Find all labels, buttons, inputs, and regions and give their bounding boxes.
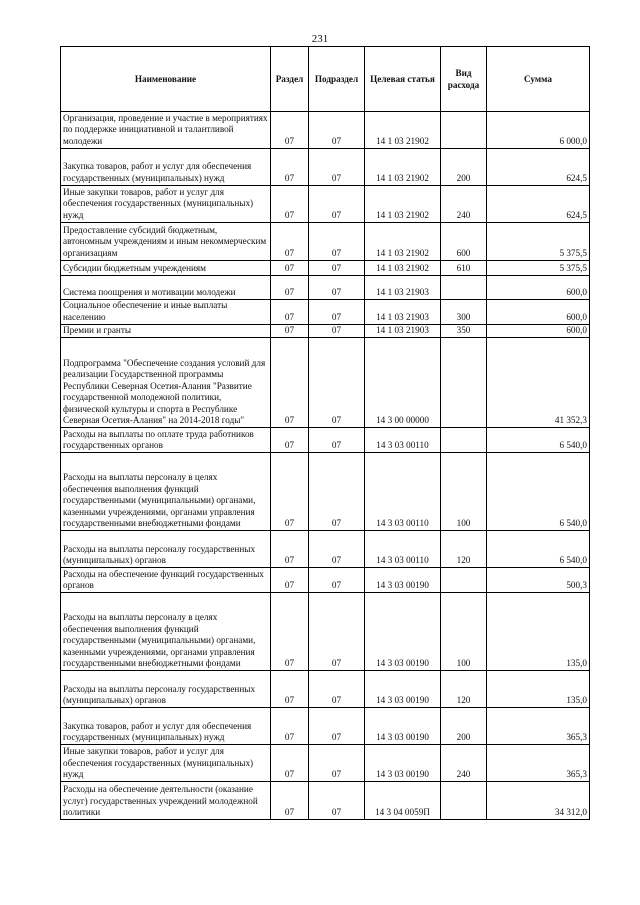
- table-row: [61, 708, 590, 745]
- cell-target: 14 3 03 00190: [365, 568, 441, 593]
- cell-type: 350: [441, 325, 487, 338]
- cell-section: 07: [271, 223, 309, 261]
- cell-target: 14 3 03 00190: [365, 593, 441, 671]
- cell-name: Закупка товаров, работ и услуг для обеспечения государственных (муниципальных) нужд: [61, 149, 271, 186]
- cell-sum: 6 000,0: [487, 112, 590, 149]
- cell-target: 14 3 03 00110: [365, 453, 441, 531]
- budget-table: [60, 46, 590, 820]
- cell-subsection: 07: [309, 708, 365, 745]
- cell-subsection: 07: [309, 745, 365, 782]
- cell-type: 120: [441, 671, 487, 708]
- cell-name: Расходы на выплаты персоналу в целях обеспечения выполнения функций государственными (муниципальными) органами, казенными учреждениями, органами управления государственными внебюджетными фондами: [61, 453, 271, 531]
- cell-target: 14 3 03 00190: [365, 708, 441, 745]
- cell-sum: 6 540,0: [487, 428, 590, 453]
- cell-subsection: 07: [309, 261, 365, 276]
- cell-target: 14 1 03 21902: [365, 112, 441, 149]
- cell-subsection: 07: [309, 671, 365, 708]
- table-row: [61, 593, 590, 671]
- cell-sum: 600,0: [487, 325, 590, 338]
- cell-target: 14 3 00 00000: [365, 338, 441, 428]
- cell-subsection: 07: [309, 453, 365, 531]
- cell-name: Предоставление субсидий бюджетным, автономным учреждениям и иным некоммерческим организациям: [61, 223, 271, 261]
- table-row: [61, 300, 590, 325]
- cell-type: [441, 338, 487, 428]
- cell-section: 07: [271, 261, 309, 276]
- table-row: [61, 568, 590, 593]
- cell-name: Подпрограмма "Обеспечение создания условий для реализации Государственной программы Республики Северная Осетия-Алания "Развитие государственной молодежной политики, физической культуры и спорта в Республике Северная Осетия-Алания" на 2014-2018 годы": [61, 338, 271, 428]
- cell-type: 120: [441, 531, 487, 568]
- cell-type: [441, 428, 487, 453]
- cell-name: Расходы на выплаты персоналу государственных (муниципальных) органов: [61, 671, 271, 708]
- cell-section: 07: [271, 325, 309, 338]
- cell-type: 100: [441, 593, 487, 671]
- column-header-name: Наименование: [61, 47, 271, 112]
- table-row: [61, 453, 590, 531]
- cell-name: Субсидии бюджетным учреждениям: [61, 261, 271, 276]
- table-row: [61, 186, 590, 223]
- cell-subsection: 07: [309, 112, 365, 149]
- table-row: [61, 428, 590, 453]
- cell-type: 610: [441, 261, 487, 276]
- cell-sum: 365,3: [487, 745, 590, 782]
- column-header-sum: Сумма: [487, 47, 590, 112]
- cell-target: 14 3 04 0059П: [365, 782, 441, 820]
- cell-type: [441, 568, 487, 593]
- header-row: [61, 47, 590, 112]
- table-body: [61, 112, 590, 820]
- cell-section: 07: [271, 276, 309, 300]
- cell-name: Иные закупки товаров, работ и услуг для обеспечения государственных (муниципальных) нужд: [61, 186, 271, 223]
- cell-name: Премии и гранты: [61, 325, 271, 338]
- cell-type: 240: [441, 745, 487, 782]
- table-row: [61, 261, 590, 276]
- cell-name: Расходы на обеспечение деятельности (оказание услуг) государственных учреждений молодежной политики: [61, 782, 271, 820]
- cell-sum: 500,3: [487, 568, 590, 593]
- page-number: 231: [311, 33, 329, 45]
- cell-target: 14 3 03 00110: [365, 531, 441, 568]
- table-row: [61, 276, 590, 300]
- cell-subsection: 07: [309, 782, 365, 820]
- cell-section: 07: [271, 782, 309, 820]
- cell-sum: 135,0: [487, 671, 590, 708]
- cell-target: 14 3 03 00190: [365, 671, 441, 708]
- cell-type: 200: [441, 149, 487, 186]
- cell-subsection: 07: [309, 531, 365, 568]
- cell-section: 07: [271, 593, 309, 671]
- cell-subsection: 07: [309, 300, 365, 325]
- cell-subsection: 07: [309, 428, 365, 453]
- cell-section: 07: [271, 671, 309, 708]
- cell-sum: 41 352,3: [487, 338, 590, 428]
- cell-target: 14 1 03 21903: [365, 276, 441, 300]
- cell-section: 07: [271, 453, 309, 531]
- table-row: [61, 112, 590, 149]
- cell-name: Расходы на выплаты персоналу в целях обеспечения выполнения функций государственными (муниципальными) органами, казенными учреждениями, органами управления государственными внебюджетными фондами: [61, 593, 271, 671]
- table-row: [61, 745, 590, 782]
- cell-sum: 135,0: [487, 593, 590, 671]
- cell-subsection: 07: [309, 149, 365, 186]
- cell-name: Закупка товаров, работ и услуг для обеспечения государственных (муниципальных) нужд: [61, 708, 271, 745]
- table-row: [61, 531, 590, 568]
- cell-target: 14 1 03 21903: [365, 325, 441, 338]
- cell-sum: 624,5: [487, 149, 590, 186]
- cell-subsection: 07: [309, 338, 365, 428]
- cell-name: Система поощрения и мотивации молодежи: [61, 276, 271, 300]
- cell-target: 14 1 03 21902: [365, 149, 441, 186]
- cell-section: 07: [271, 428, 309, 453]
- cell-sum: 34 312,0: [487, 782, 590, 820]
- cell-section: 07: [271, 186, 309, 223]
- cell-section: 07: [271, 531, 309, 568]
- column-header-subsection: Подраздел: [309, 47, 365, 112]
- cell-sum: 600,0: [487, 276, 590, 300]
- table-row: [61, 149, 590, 186]
- cell-target: 14 3 03 00190: [365, 745, 441, 782]
- cell-sum: 5 375,5: [487, 261, 590, 276]
- cell-subsection: 07: [309, 186, 365, 223]
- cell-sum: 624,5: [487, 186, 590, 223]
- table-row: [61, 325, 590, 338]
- cell-name: Расходы на выплаты по оплате труда работников государственных органов: [61, 428, 271, 453]
- column-header-type: Вид расхода: [441, 47, 487, 112]
- table-row: [61, 782, 590, 820]
- cell-section: 07: [271, 568, 309, 593]
- cell-subsection: 07: [309, 325, 365, 338]
- table-row: [61, 671, 590, 708]
- cell-section: 07: [271, 112, 309, 149]
- cell-target: 14 1 03 21903: [365, 300, 441, 325]
- cell-name: Расходы на обеспечение функций государственных органов: [61, 568, 271, 593]
- cell-section: 07: [271, 149, 309, 186]
- cell-section: 07: [271, 745, 309, 782]
- cell-sum: 6 540,0: [487, 453, 590, 531]
- cell-target: 14 1 03 21902: [365, 186, 441, 223]
- cell-sum: 5 375,5: [487, 223, 590, 261]
- cell-target: 14 1 03 21902: [365, 261, 441, 276]
- cell-type: [441, 782, 487, 820]
- cell-type: 240: [441, 186, 487, 223]
- cell-subsection: 07: [309, 223, 365, 261]
- cell-type: 100: [441, 453, 487, 531]
- column-header-section: Раздел: [271, 47, 309, 112]
- cell-name: Иные закупки товаров, работ и услуг для обеспечения государственных (муниципальных) нужд: [61, 745, 271, 782]
- cell-target: 14 1 03 21902: [365, 223, 441, 261]
- table-row: [61, 338, 590, 428]
- cell-type: 300: [441, 300, 487, 325]
- cell-target: 14 3 03 00110: [365, 428, 441, 453]
- cell-sum: 365,3: [487, 708, 590, 745]
- column-header-target: Целевая статья: [365, 47, 441, 112]
- cell-name: Организация, проведение и участие в мероприятиях по поддержке инициативной и талантливой молодежи: [61, 112, 271, 149]
- cell-type: [441, 112, 487, 149]
- cell-subsection: 07: [309, 593, 365, 671]
- cell-type: [441, 276, 487, 300]
- cell-type: 200: [441, 708, 487, 745]
- table-row: [61, 223, 590, 261]
- cell-name: Расходы на выплаты персоналу государственных (муниципальных) органов: [61, 531, 271, 568]
- cell-type: 600: [441, 223, 487, 261]
- cell-section: 07: [271, 708, 309, 745]
- cell-sum: 600,0: [487, 300, 590, 325]
- cell-section: 07: [271, 338, 309, 428]
- cell-section: 07: [271, 300, 309, 325]
- cell-subsection: 07: [309, 276, 365, 300]
- cell-name: Социальное обеспечение и иные выплаты населению: [61, 300, 271, 325]
- cell-sum: 6 540,0: [487, 531, 590, 568]
- cell-subsection: 07: [309, 568, 365, 593]
